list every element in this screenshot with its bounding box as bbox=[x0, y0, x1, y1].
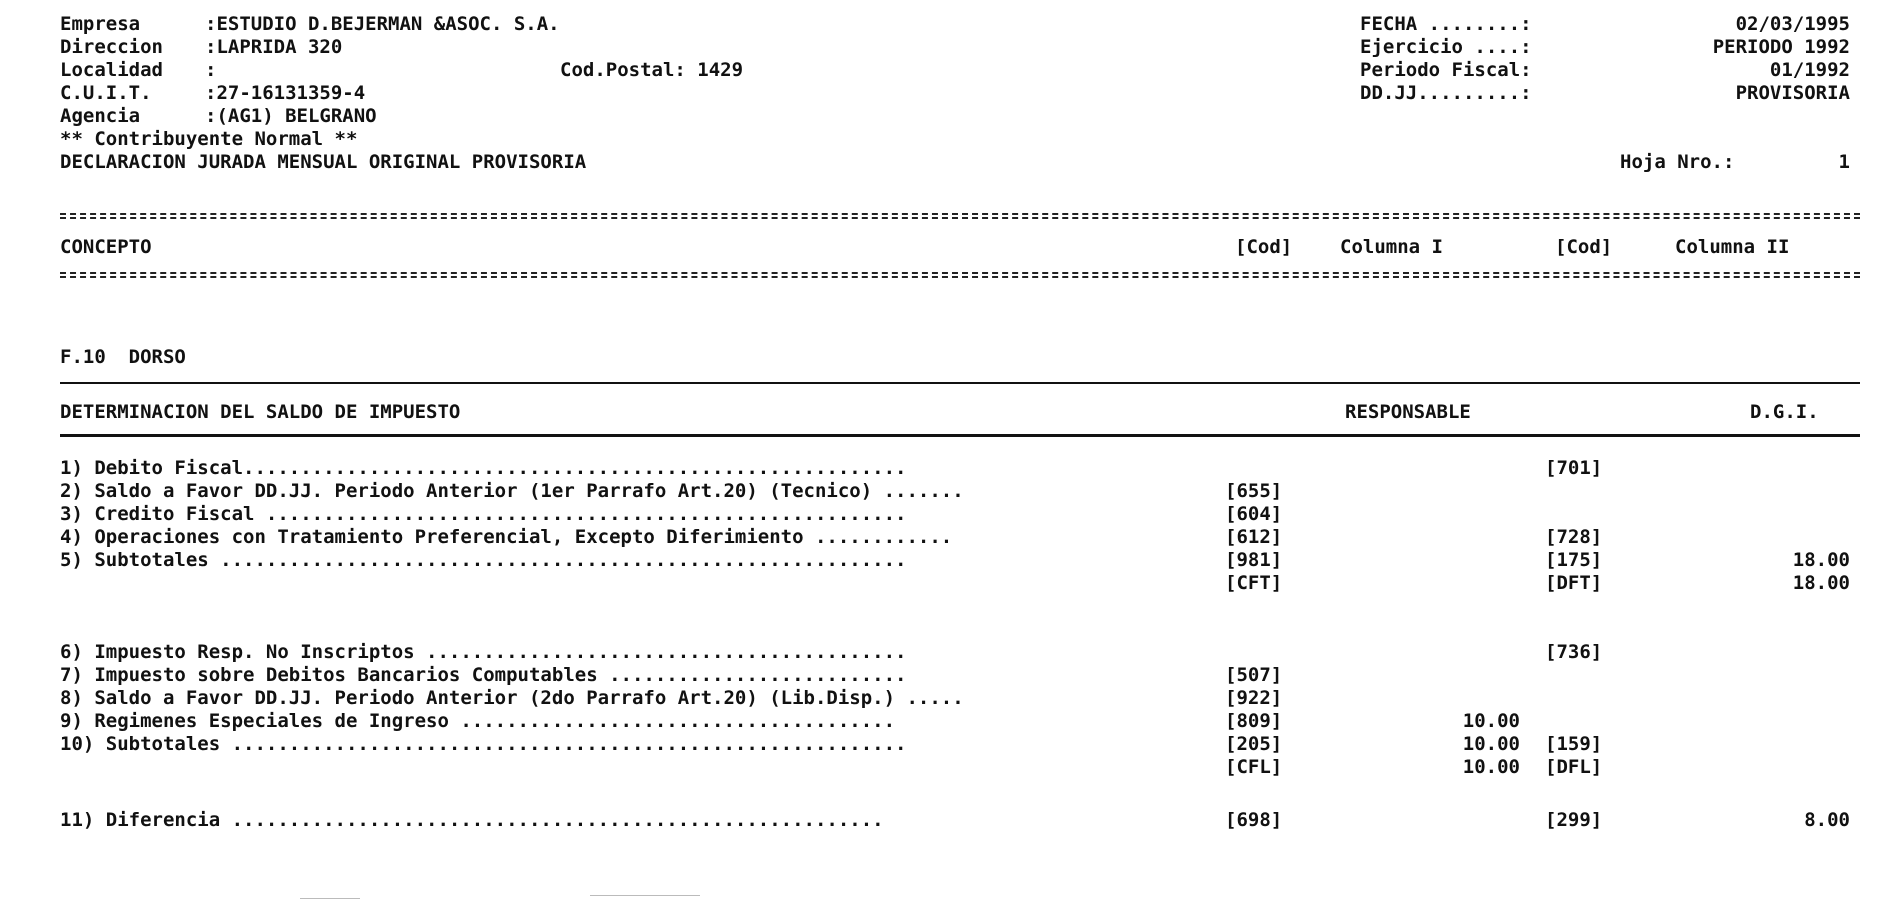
row-value-2: 18.00 bbox=[1792, 549, 1850, 571]
periodo-label: Periodo Fiscal: bbox=[1360, 59, 1532, 81]
double-rule-top bbox=[60, 213, 1860, 215]
responsable-header: RESPONSABLE bbox=[1345, 401, 1471, 423]
row-label: 4) Operaciones con Tratamiento Preferencial, Excepto Diferimiento ............ bbox=[60, 526, 953, 548]
row-code-2: [736] bbox=[1545, 641, 1603, 663]
contribuyente-text: ** Contribuyente Normal ** bbox=[60, 128, 358, 150]
form-label: F.10 DORSO bbox=[60, 346, 186, 368]
row-code-2: [299] bbox=[1545, 809, 1603, 831]
empresa-value: :ESTUDIO D.BEJERMAN &ASOC. S.A. bbox=[205, 13, 560, 35]
hoja-value: 1 bbox=[1838, 151, 1850, 173]
cuit-value: :27-16131359-4 bbox=[205, 82, 366, 104]
row-code-1: [CFL] bbox=[1225, 756, 1283, 778]
localidad-value: : bbox=[205, 59, 217, 81]
ejercicio-label: Ejercicio ....: bbox=[1360, 36, 1532, 58]
cod-postal: Cod.Postal: 1429 bbox=[560, 59, 744, 81]
section-rule-bottom bbox=[60, 434, 1860, 437]
row-value-1: 10.00 bbox=[1462, 756, 1520, 778]
row-code-1: [922] bbox=[1225, 687, 1283, 709]
row-label: 3) Credito Fiscal ........................................................ bbox=[60, 503, 907, 525]
row-label: 2) Saldo a Favor DD.JJ. Periodo Anterior (1er Parrafo Art.20) (Tecnico) ....... bbox=[60, 480, 964, 502]
dgi-header: D.G.I. bbox=[1750, 401, 1819, 423]
scan-mark bbox=[300, 898, 360, 899]
row-code-2: [DFL] bbox=[1545, 756, 1603, 778]
row-code-1: [CFT] bbox=[1225, 572, 1283, 594]
empresa-label: Empresa bbox=[60, 13, 141, 35]
section-rule-top bbox=[60, 382, 1860, 384]
row-code-1: [655] bbox=[1225, 480, 1283, 502]
row-code-1: [507] bbox=[1225, 664, 1283, 686]
row-code-2: [159] bbox=[1545, 733, 1603, 755]
row-value-2: 8.00 bbox=[1804, 809, 1850, 831]
section-title: DETERMINACION DEL SALDO DE IMPUESTO bbox=[60, 401, 461, 423]
periodo-value: 01/1992 bbox=[1769, 59, 1850, 81]
direccion-label: Direccion bbox=[60, 36, 163, 58]
row-label: 10) Subtotales ........................................................... bbox=[60, 733, 907, 755]
row-label: 5) Subtotales ............................................................ bbox=[60, 549, 907, 571]
ddjj-label: DD.JJ.........: bbox=[1360, 82, 1532, 104]
double-rule-bottom bbox=[60, 272, 1860, 274]
row-code-2: [701] bbox=[1545, 457, 1603, 479]
concepto-header: CONCEPTO bbox=[60, 236, 152, 258]
row-code-1: [612] bbox=[1225, 526, 1283, 548]
row-label: 1) Debito Fiscal.......................................................... bbox=[60, 457, 907, 479]
row-code-1: [981] bbox=[1225, 549, 1283, 571]
row-label: 9) Regimenes Especiales de Ingreso ...................................... bbox=[60, 710, 896, 732]
row-value-1: 10.00 bbox=[1462, 710, 1520, 732]
ejercicio-value: PERIODO 1992 bbox=[1712, 36, 1850, 58]
direccion-value: :LAPRIDA 320 bbox=[205, 36, 343, 58]
scan-mark bbox=[590, 895, 700, 896]
row-label: 11) Diferencia ......................................................... bbox=[60, 809, 884, 831]
hoja-label: Hoja Nro.: bbox=[1620, 151, 1735, 173]
row-value-2: 18.00 bbox=[1792, 572, 1850, 594]
cod1-header: [Cod] bbox=[1235, 236, 1293, 258]
row-code-1: [604] bbox=[1225, 503, 1283, 525]
cuit-label: C.U.I.T. bbox=[60, 82, 152, 104]
localidad-label: Localidad bbox=[60, 59, 163, 81]
row-code-2: [DFT] bbox=[1545, 572, 1603, 594]
agencia-value: :(AG1) BELGRANO bbox=[205, 105, 377, 127]
col1-header: Columna I bbox=[1340, 236, 1443, 258]
fecha-label: FECHA ........: bbox=[1360, 13, 1532, 35]
fecha-value: 02/03/1995 bbox=[1735, 13, 1850, 35]
double-rule-top-2 bbox=[60, 217, 1860, 219]
row-value-1: 10.00 bbox=[1462, 733, 1520, 755]
row-code-2: [728] bbox=[1545, 526, 1603, 548]
row-code-1: [205] bbox=[1225, 733, 1283, 755]
row-label: 7) Impuesto sobre Debitos Bancarios Computables .......................... bbox=[60, 664, 907, 686]
row-code-1: [809] bbox=[1225, 710, 1283, 732]
agencia-label: Agencia bbox=[60, 105, 141, 127]
cod2-header: [Cod] bbox=[1555, 236, 1613, 258]
row-label: 8) Saldo a Favor DD.JJ. Periodo Anterior (2do Parrafo Art.20) (Lib.Disp.) ..... bbox=[60, 687, 964, 709]
row-label: 6) Impuesto Resp. No Inscriptos .......................................... bbox=[60, 641, 907, 663]
row-code-1: [698] bbox=[1225, 809, 1283, 831]
double-rule-bottom-2 bbox=[60, 276, 1860, 278]
ddjj-value: PROVISORIA bbox=[1735, 82, 1850, 104]
col2-header: Columna II bbox=[1675, 236, 1790, 258]
row-code-2: [175] bbox=[1545, 549, 1603, 571]
declaracion-title: DECLARACION JURADA MENSUAL ORIGINAL PROVISORIA bbox=[60, 151, 587, 173]
